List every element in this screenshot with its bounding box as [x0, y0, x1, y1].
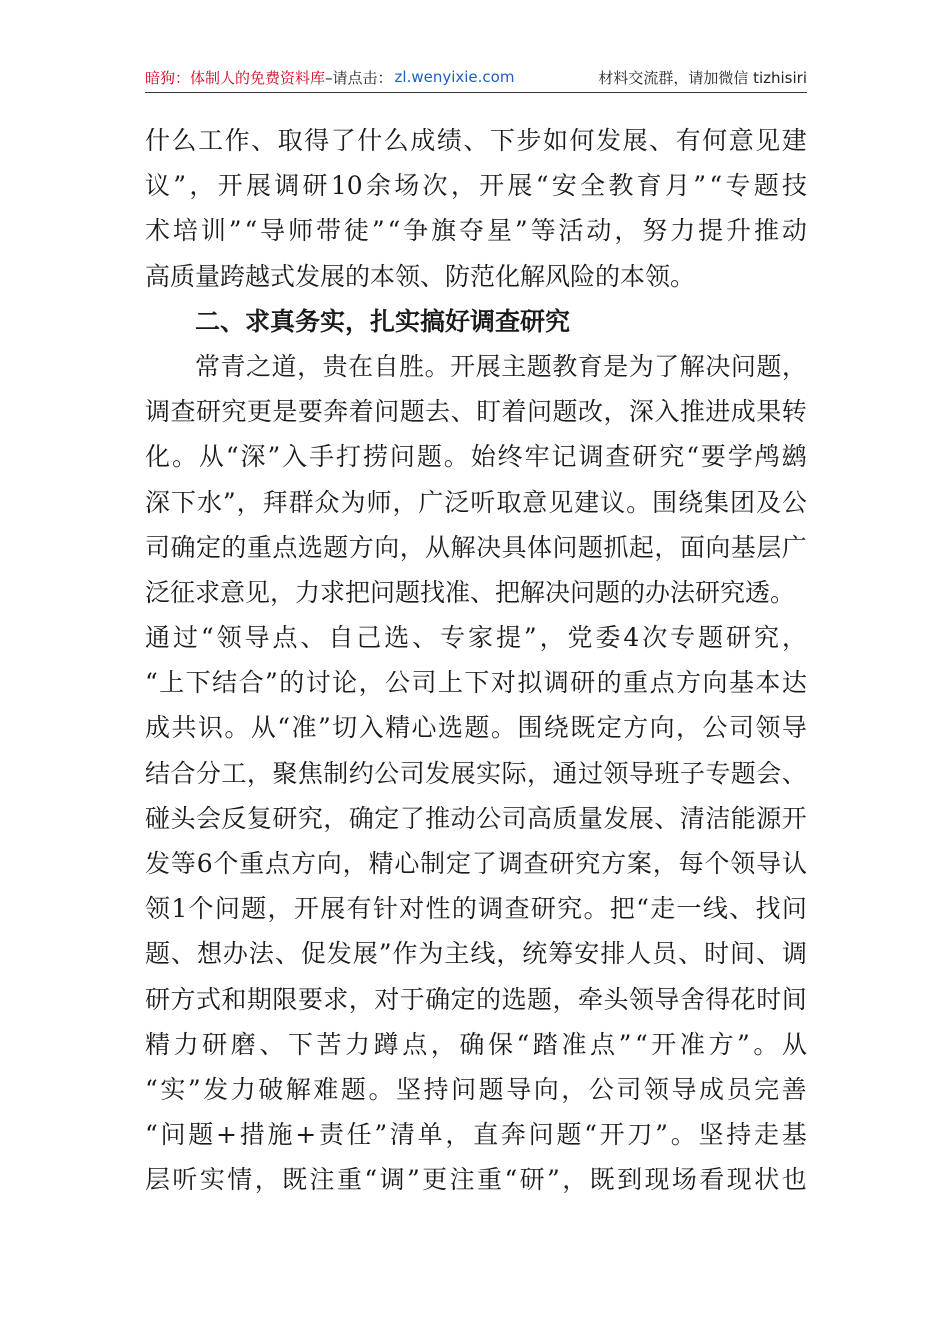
- text-line: “ 实 ” 发 力 破 解 难 题 。 坚 持 问 题 导 向 ， 公 司 领 导 成 员 完 善: [145, 1074, 807, 1104]
- text-line: 调 查 研 究 更 是 要 奔 着 问 题 去 、 盯 着 问 题 改 ， 深 入 推 进 成 果 转: [145, 397, 807, 427]
- text-line: 题 、 想 办 法 、 促 发 展 ” 作 为 主 线 ， 统 筹 安 排 人 员 、 时 间 、 调: [145, 939, 807, 969]
- text-line: 深 下 水 ” ， 拜 群 众 为 师 ， 广 泛 听 取 意 见 建 议 。 围 绕 集 团 及 公: [145, 487, 807, 517]
- text-line: 碰 头 会 反 复 研 究 ， 确 定 了 推 动 公 司 高 质 量 发 展 、 清 洁 能 源 开: [145, 803, 807, 833]
- document-body: [145, 118, 807, 1203]
- text-line: 泛征求意见，力求把问题找准、把解决问题的办法研究透。: [145, 577, 796, 607]
- page-header: [145, 62, 807, 93]
- text-line: 高质量跨越式发展的本领、防范化解风险的本领。: [145, 261, 696, 291]
- text-line: 术 培 训 ” “ 导 师 带 徒 ” “ 争 旗 夺 星 ” 等 活 动 ， 努 力 提 升 推 动: [145, 216, 807, 246]
- text-line: “ 上 下 结 合 ” 的 讨 论 ， 公 司 上 下 对 拟 调 研 的 重 点 方 向 基 本 达: [145, 668, 807, 698]
- header-click-prompt: –请点击：: [325, 68, 393, 87]
- header-contact: 材料交流群，请加微信 tizhisiri: [598, 68, 807, 87]
- text-line: 精 力 研 磨 、 下 苦 力 蹲 点 ， 确 保 “ 踏 准 点 ” “ 开 准 方 ” 。 从: [145, 1029, 807, 1059]
- header-brand: 暗狗：体制人的免费资料库: [145, 68, 326, 87]
- text-line: 层 听 实 情 ， 既 注 重 “ 调 ” 更 注 重 “ 研 ” ， 既 到 现 场 看 现 状 也: [145, 1165, 807, 1195]
- text-line: 司 确 定 的 重 点 选 题 方 向 ， 从 解 决 具 体 问 题 抓 起 ， 面 向 基 层 广: [145, 532, 807, 562]
- text-line: 化 。 从 “ 深 ” 入 手 打 捞 问 题 。 始 终 牢 记 调 查 研 究 “ 要 学 鸬 鹚: [145, 442, 807, 472]
- text-line: 领 1 个 问 题 ， 开 展 有 针 对 性 的 调 查 研 究 。 把 “ 走 一 线 、 找 问: [145, 894, 807, 924]
- header-left: [145, 67, 514, 88]
- text-line: 什 么 工 作 、 取 得 了 什 么 成 绩 、 下 步 如 何 发 展 、 有 何 意 见 建: [145, 126, 807, 155]
- text-line: 议 ” ， 开 展 调 研 10 余 场 次 ， 开 展 “ 安 全 教 育 月 ” “ 专 题 技: [145, 171, 807, 201]
- header-site-link[interactable]: zl.wenyixie.com: [394, 68, 515, 86]
- text-line: 结 合 分 工 ， 聚 焦 制 约 公 司 发 展 实 际 ， 通 过 领 导 班 子 专 题 会 、: [145, 758, 807, 788]
- text-line: 成 共 识 。 从 “ 准 ” 切 入 精 心 选 题 。 围 绕 既 定 方 向 ， 公 司 领 导: [145, 713, 807, 743]
- text-line: 常 青 之 道 ， 贵 在 自 胜 。 开 展 主 题 教 育 是 为 了 解 决 问 题 ，: [195, 351, 807, 381]
- text-line: 发 等 6 个 重 点 方 向 ， 精 心 制 定 了 调 查 研 究 方 案 ， 每 个 领 导 认: [145, 849, 807, 878]
- text-line: “ 问 题 + 措 施 + 责 任 ” 清 单 ， 直 奔 问 题 “ 开 刀 ” 。 坚 持 走 基: [145, 1120, 807, 1150]
- text-line: 研 方 式 和 期 限 要 求 ， 对 于 确 定 的 选 题 ， 牵 头 领 导 舍 得 花 时 间: [145, 984, 807, 1014]
- text-line: 通 过 “ 领 导 点 、 自 己 选 、 专 家 提 ” ， 党 委 4 次 专 题 研 究 ，: [145, 623, 807, 653]
- section-heading: 二、求真务实，扎实搞好调查研究: [195, 306, 571, 336]
